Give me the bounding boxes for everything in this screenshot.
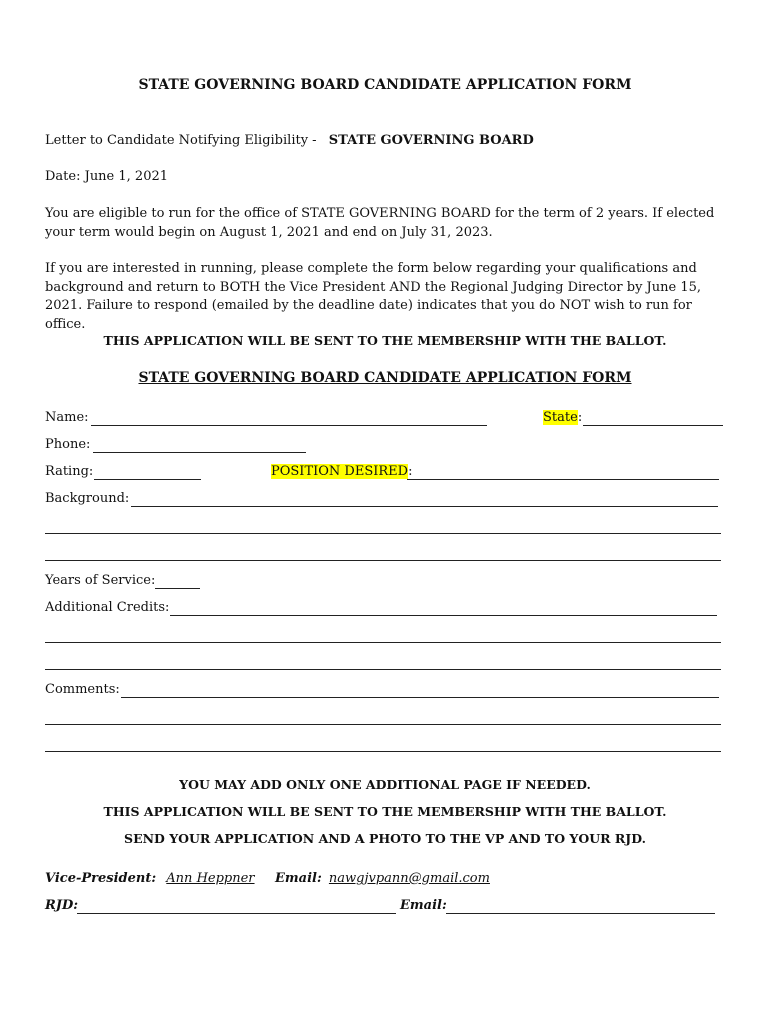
credits-label: Additional Credits: (45, 600, 170, 615)
phone-label: Phone: (45, 437, 91, 452)
rjd-field[interactable] (77, 913, 396, 914)
state-field[interactable] (583, 425, 723, 426)
vp-email-line (275, 871, 490, 886)
vp-label: Vice-President: (45, 871, 157, 886)
footer-notice-extra-page: YOU MAY ADD ONLY ONE ADDITIONAL PAGE IF NEEDED. (179, 777, 591, 792)
rjd-email-field[interactable] (446, 913, 715, 914)
background-field[interactable] (131, 506, 718, 507)
letter-label: Letter to Candidate Notifying Eligibility - (45, 133, 317, 148)
phone-field[interactable] (93, 452, 306, 453)
years-label: Years of Service: (45, 573, 156, 588)
state-label: State (543, 410, 578, 425)
letter-date: Date: June 1, 2021 (45, 169, 169, 184)
position-colon: : (408, 464, 413, 479)
footer-notice-ballot: THIS APPLICATION WILL BE SENT TO THE MEMBERSHIP WITH THE BALLOT. (103, 804, 667, 819)
position-label: POSITION DESIRED (271, 464, 409, 479)
comments-line-2[interactable] (45, 724, 721, 725)
comments-label: Comments: (45, 682, 120, 697)
vp-email-label: Email: (275, 871, 322, 886)
letter-heading (45, 133, 534, 148)
credits-line-2[interactable] (45, 642, 721, 643)
ballot-notice: THIS APPLICATION WILL BE SENT TO THE MEMBERSHIP WITH THE BALLOT. (103, 333, 667, 348)
comments-field[interactable] (121, 697, 719, 698)
vp-email-link[interactable]: nawgjvpann@gmail.com (328, 871, 490, 886)
page-title: STATE GOVERNING BOARD CANDIDATE APPLICATION FORM (138, 77, 632, 93)
eligibility-paragraph: You are eligible to run for the office of STATE GOVERNING BOARD for the term of 2 years. If elected your term would begin on August 1, 2021 and end on July 31, 2023. (45, 206, 715, 240)
position-label-wrap (271, 464, 412, 479)
position-field[interactable] (407, 479, 719, 480)
years-field[interactable] (155, 588, 200, 589)
vp-line (45, 871, 255, 886)
rating-label: Rating: (45, 464, 94, 479)
comments-line-3[interactable] (45, 751, 721, 752)
background-label: Background: (45, 491, 130, 506)
background-line-3[interactable] (45, 560, 721, 561)
form-title: STATE GOVERNING BOARD CANDIDATE APPLICATION FORM (138, 370, 632, 386)
state-label-wrap (543, 410, 582, 425)
name-field[interactable] (91, 425, 487, 426)
credits-field[interactable] (170, 615, 717, 616)
credits-line-3[interactable] (45, 669, 721, 670)
state-colon: : (577, 410, 583, 425)
rating-field[interactable] (94, 479, 201, 480)
background-line-2[interactable] (45, 533, 721, 534)
vp-name: Ann Heppner (166, 871, 255, 886)
instructions-paragraph: If you are interested in running, please complete the form below regarding your qualifications and background and return to BOTH the Vice President AND the Regional Judging Director by June 15, 2021. Failure to respond (emailed by the deadline date) indicates that you do NOT wish to run for office. (45, 261, 702, 332)
footer-notice-send: SEND YOUR APPLICATION AND A PHOTO TO THE VP AND TO YOUR RJD. (124, 831, 646, 846)
name-label: Name: (45, 410, 89, 425)
rjd-label: RJD: (45, 898, 79, 913)
letter-board: STATE GOVERNING BOARD (328, 133, 534, 148)
rjd-email-label: Email: (400, 898, 447, 913)
